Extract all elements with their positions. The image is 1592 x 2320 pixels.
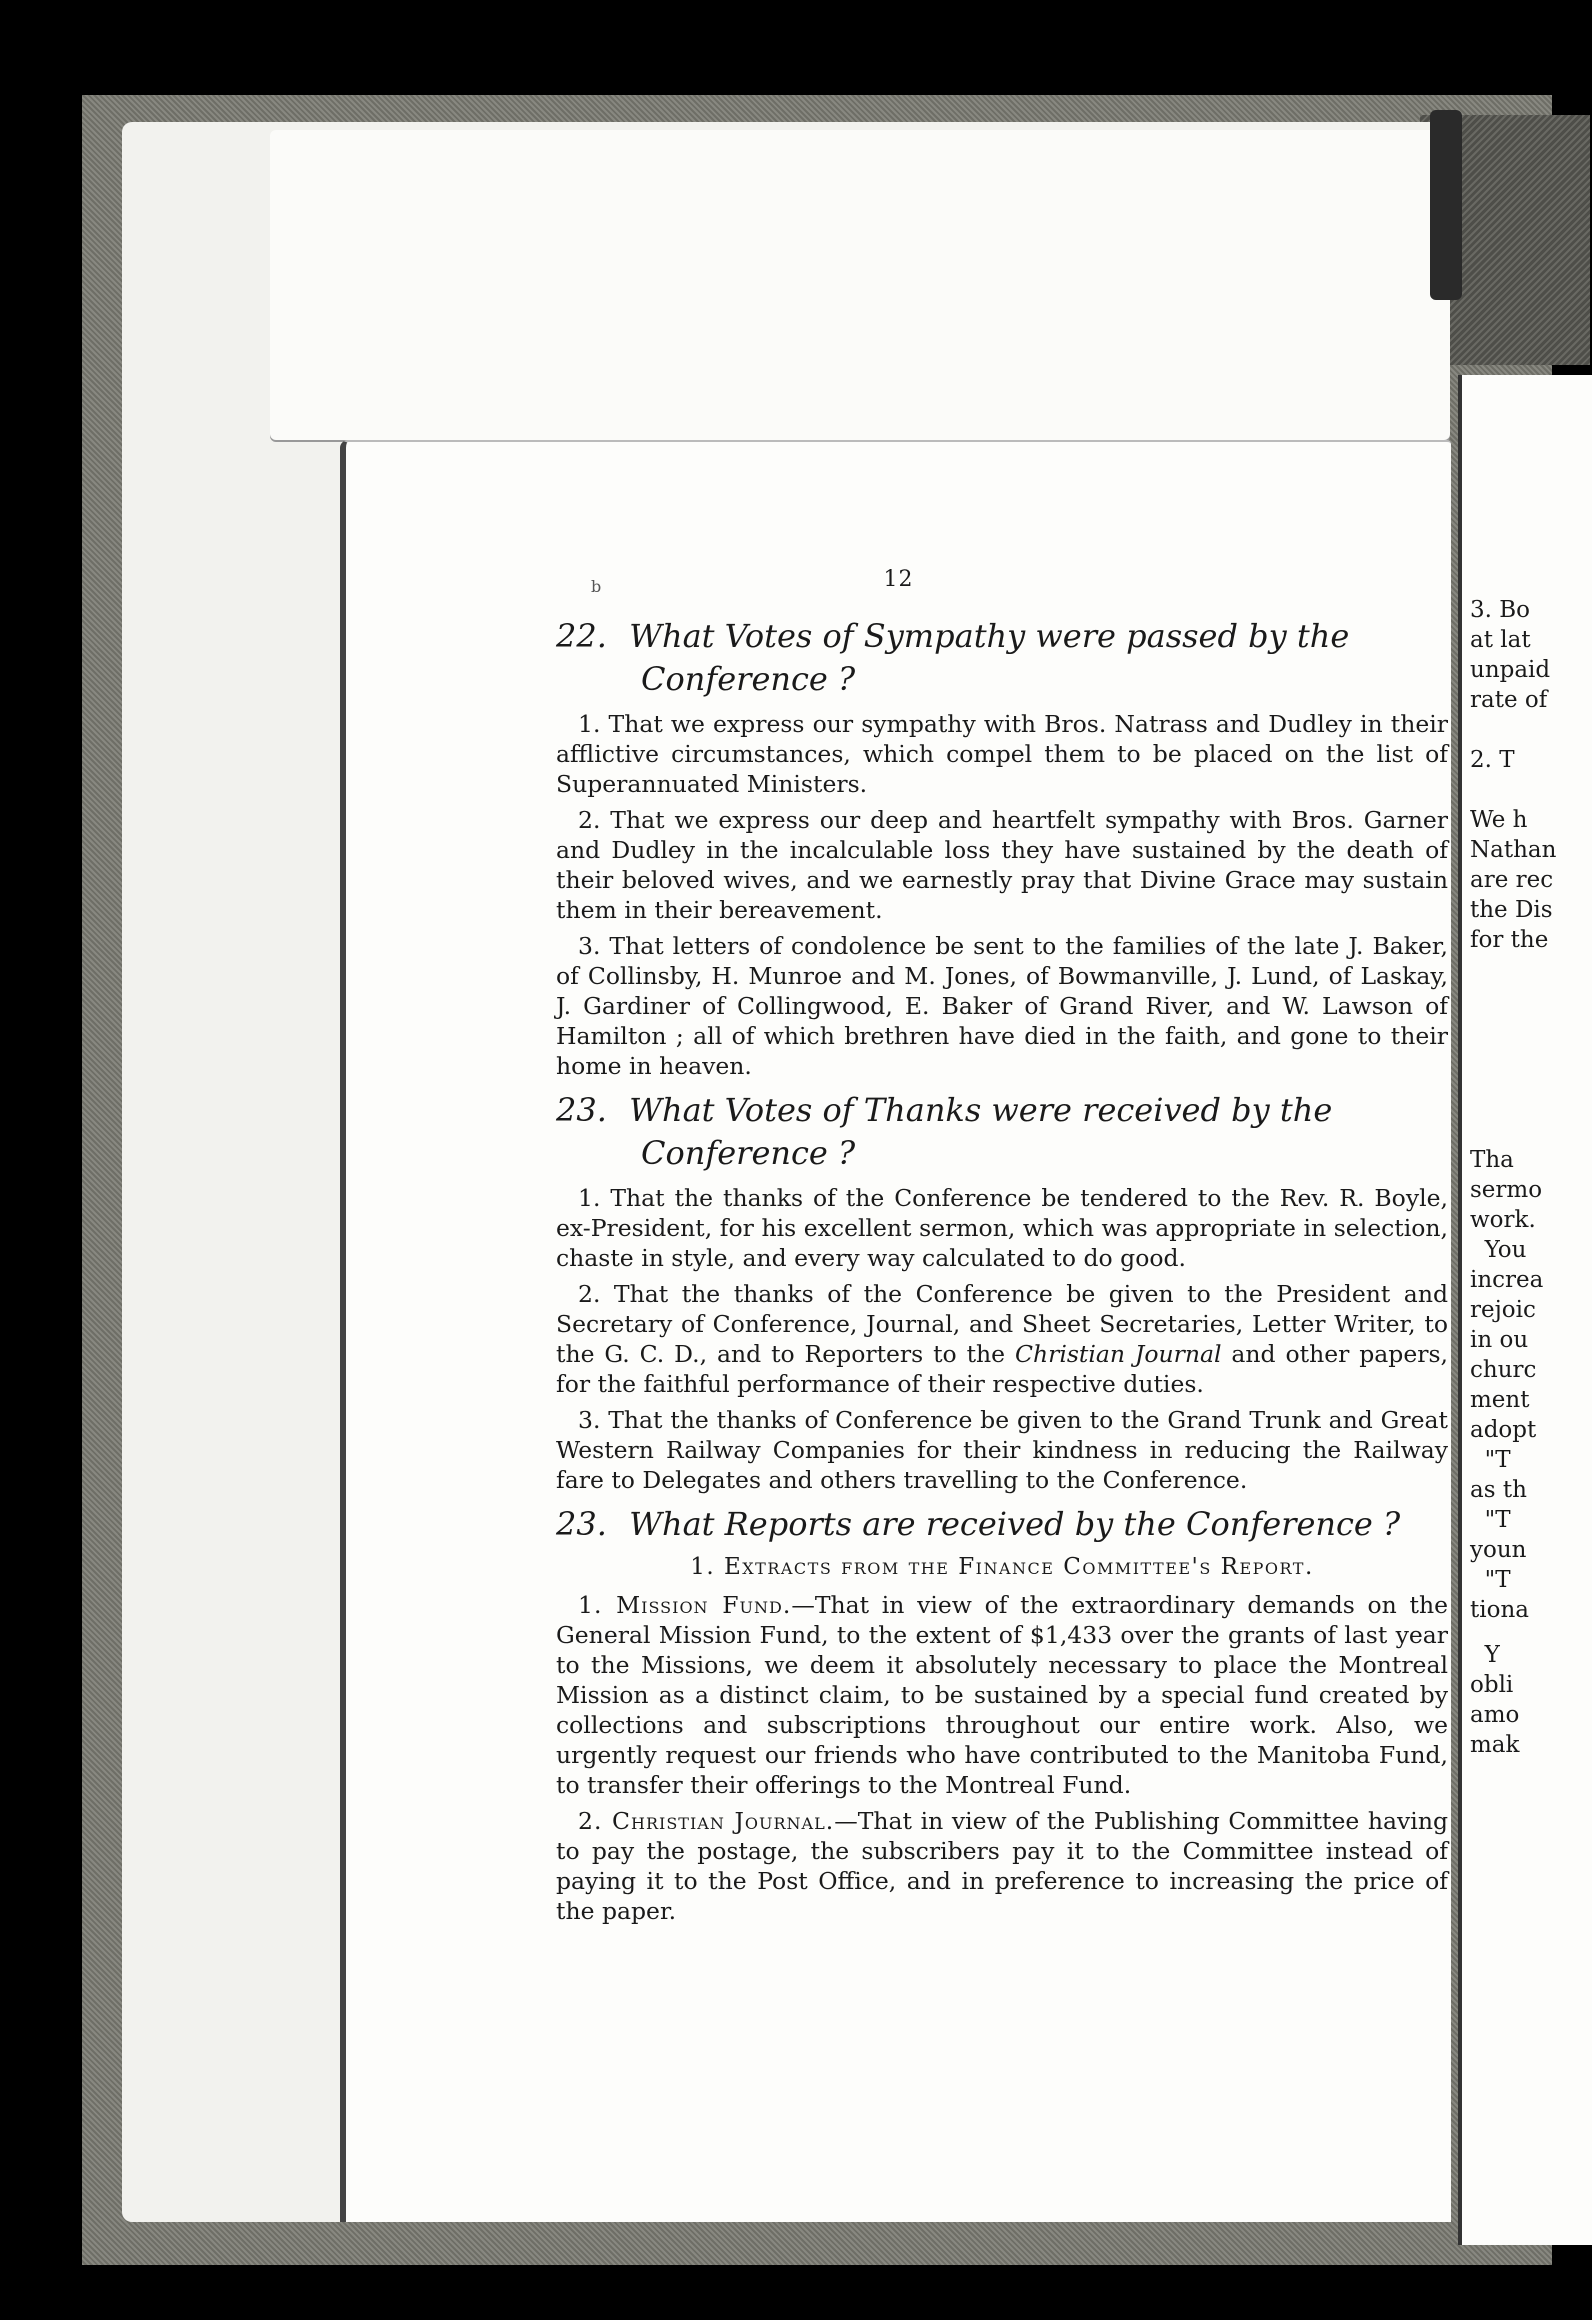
item-lead: 1. Mission Fund. xyxy=(578,1591,792,1619)
report-item xyxy=(556,1590,1448,1800)
printed-page xyxy=(340,440,1451,2222)
report-item xyxy=(556,1806,1448,1926)
paragraph-text: 2. That the thanks of the Conference be given to the President and Secretary of Conference, Journal, and Sheet Secretaries, Letter Writer, to the G. C. D., and to Reporters to the xyxy=(556,1280,1448,1368)
section-number: 23. xyxy=(556,1505,607,1543)
paragraph: 3. That letters of condolence be sent to the families of the late J. Baker, of Collinsby, H. Munroe and M. Jones, of Bowmanville, J. Lund, of Laskay, J. Gardiner of Collingwood, E. Baker of Grand River, and W. Lawson of Hamilton ; all of which brethren have died in the faith, and gone to their home in heaven. xyxy=(556,932,1448,1080)
paragraph: 3. That the thanks of Conference be given to the Grand Trunk and Great Western Railway Companies for their kindness in reducing the Railway fare to Delegates and others travelling to the Conference. xyxy=(556,1406,1448,1494)
paragraph: 1. That we express our sympathy with Bros. Natrass and Dudley in their afflictive circumstances, which compel them to be placed on the list of Superannuated Ministers. xyxy=(556,710,1448,798)
paragraph: 1. That the thanks of the Conference be tendered to the Rev. R. Boyle, ex-President, for his excellent sermon, which was appropriate in selection, chaste in style, and every way calculated to do good. xyxy=(556,1184,1448,1272)
item-text: —That in view of the extraordinary demands on the General Mission Fund, to the extent of $1,433 over the grants of last year to the Missions, we deem it absolutely necessary to place the Montreal Mission as a distinct claim, to be sustained by a special fund created by collections and subscriptions throughout our entire work. Also, we urgently request our friends who have contributed to the Manitoba Fund, to transfer their offerings to the Montreal Fund. xyxy=(556,1591,1448,1799)
section-question: What Votes of Sympathy were passed by the xyxy=(629,617,1350,655)
paragraph-text: and other papers, for the faithful performance of their respective duties. xyxy=(556,1340,1449,1398)
page-number: 12 xyxy=(883,567,914,592)
section-heading xyxy=(556,1089,1448,1175)
facing-text-1: 3. Bo at lat unpaid rate of 2. T xyxy=(1470,597,1551,773)
folded-sheet xyxy=(270,130,1450,440)
paragraph: 2. That we express our deep and heartfelt sympathy with Bros. Garner and Dudley in the incalculable loss they have sustained by the death of their beloved wives, and we earnestly pray that Divine Grace may sustain them in their bereavement. xyxy=(556,806,1448,924)
section-heading xyxy=(556,1503,1448,1546)
section-question-cont: Conference ? xyxy=(641,660,856,698)
facing-text-4: Y obli amo mak xyxy=(1470,1642,1520,1758)
facing-text-2: We h Nathan are rec the Dis for the xyxy=(1470,807,1557,953)
report-subheading: 1. Extracts from the Finance Committee's Report. xyxy=(690,1554,1314,1580)
section-number: 23. xyxy=(556,1091,607,1129)
item-text: —That in view of the Publishing Committee having to pay the postage, the subscribers pay it to the Committee instead of paying it to the Post Office, and in preference to increasing the price of the paper. xyxy=(556,1807,1448,1925)
journal-title: Christian Journal xyxy=(1014,1340,1222,1368)
paragraph xyxy=(556,1279,1448,1399)
facing-page xyxy=(1458,375,1592,2245)
binder-clip xyxy=(1430,110,1462,300)
page-content xyxy=(556,607,1448,1932)
item-lead: 2. Christian Journal. xyxy=(578,1807,835,1835)
section-question: What Reports are received by the Conference ? xyxy=(629,1505,1401,1543)
margin-mark: b xyxy=(591,577,602,596)
section-question-cont: Conference ? xyxy=(641,1134,856,1172)
section-number: 22. xyxy=(556,617,607,655)
facing-text-3: Tha sermo work. You increa rejoic in ou churc ment adopt "T as th "T youn "T tiona xyxy=(1470,1147,1544,1623)
section-question: What Votes of Thanks were received by the xyxy=(629,1091,1333,1129)
section-heading xyxy=(556,615,1448,701)
